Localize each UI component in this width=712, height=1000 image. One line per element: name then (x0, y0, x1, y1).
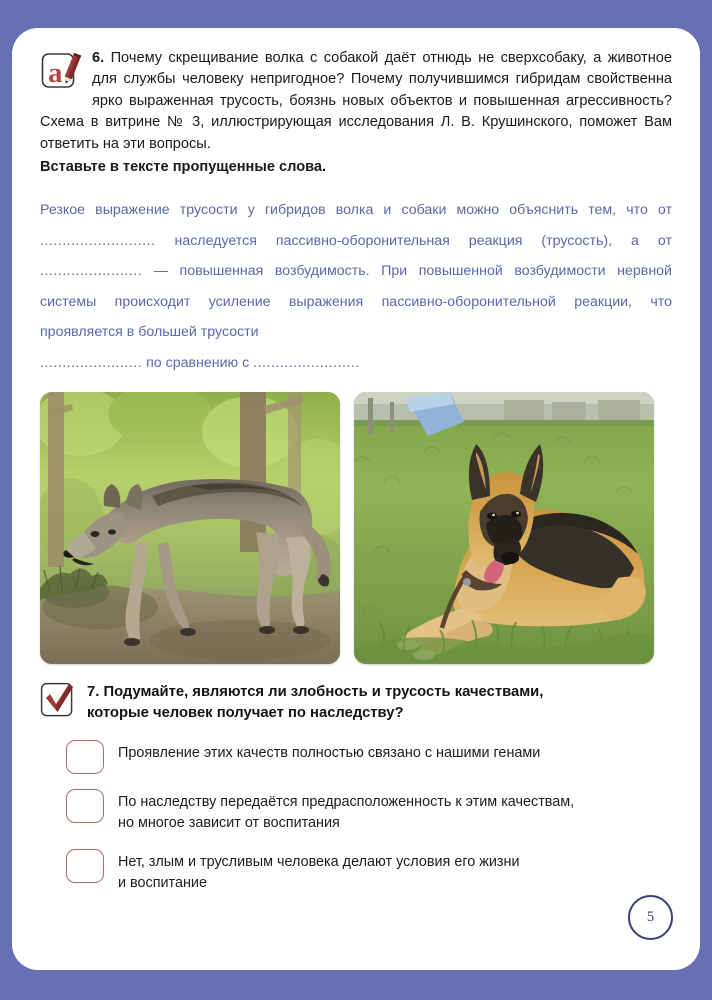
question-7-line-2: которые человек получает по наследству? (87, 705, 404, 722)
question-6-block (40, 48, 672, 178)
answer-label-3-line-2: и воспитание (118, 875, 207, 892)
pencil-letter-a-icon (40, 50, 84, 94)
answer-checkbox-1[interactable] (66, 740, 104, 774)
answer-checkbox-3[interactable] (66, 849, 104, 883)
fill-blank-1[interactable]: .......................... (40, 232, 156, 249)
fill-segment-1: Резкое выражение трусости у гибридов волка и собаки можно объяснить тем, что от (40, 202, 672, 219)
answer-options (66, 738, 672, 894)
fill-segment-5: . (355, 354, 360, 371)
page-number: 5 (646, 909, 655, 925)
question-6-instruction: Вставьте в тексте пропущенные слова. (40, 159, 327, 176)
question-7-text (87, 681, 543, 724)
question-6-text (40, 48, 672, 178)
photo-row (40, 392, 672, 664)
page-content (40, 48, 672, 907)
question-7-line-1: 7. Подумайте, являются ли злобность и трусость качествами, (87, 684, 544, 701)
fill-blank-4[interactable]: ....................... (253, 354, 356, 371)
fill-blank-3[interactable]: ....................... (40, 354, 143, 371)
question-6-number: 6. (92, 50, 105, 66)
answer-label-2-line-1: По наследству передаётся предрасположенность к этим качествам, (118, 794, 575, 811)
fill-in-the-blank-paragraph (40, 195, 672, 378)
fill-segment-2: наследуется пассивно-оборонительная реакция (трусость), а от (174, 232, 672, 249)
answer-label-2-line-2: но многое зависит от воспитания (118, 815, 340, 832)
answer-checkbox-2[interactable] (66, 789, 104, 823)
answer-label-1 (118, 738, 540, 764)
answer-option-3[interactable] (66, 847, 672, 894)
question-7-block (40, 681, 672, 724)
answer-label-1-line-1: Проявление этих качеств полностью связано с нашими генами (118, 745, 541, 762)
answer-label-3-line-1: Нет, злым и трусливым человека делают условия его жизни (118, 854, 520, 871)
answer-option-2[interactable] (66, 787, 672, 834)
answer-label-2 (118, 787, 574, 834)
german-shepherd-photo (354, 392, 654, 664)
fill-segment-3: — повышенная возбудимость. При повышенной возбудимости нервной системы происходит усиление выражения пассивно-оборонительной реакции, что проявляется в большей трусости (40, 263, 672, 341)
answer-option-1[interactable] (66, 738, 672, 774)
checkmark-box-icon (40, 682, 76, 718)
page-number-badge (628, 895, 673, 940)
fill-segment-4: по сравнению с (146, 354, 250, 371)
fill-blank-2[interactable]: ....................... (40, 263, 143, 280)
fill-last-line (40, 348, 672, 379)
wolf-photo (40, 392, 340, 664)
paper-inner (12, 28, 700, 970)
paper-sheet (12, 28, 700, 970)
svg-text:a: a (48, 57, 63, 89)
question-6-body: Почему скрещивание волка с собакой даёт отнюдь не сверхсобаку, а животное для службы человеку непригодное? Почему получившимся гибридам свойственна ярко выраженная трусость, боязнь новых объектов и повышенная агрессивность? Схема в витрине № 3, иллюстрирующая исследования Л. В. Крушинского, поможет Вам ответить на эти вопросы. (40, 50, 673, 152)
answer-label-3 (118, 847, 520, 894)
